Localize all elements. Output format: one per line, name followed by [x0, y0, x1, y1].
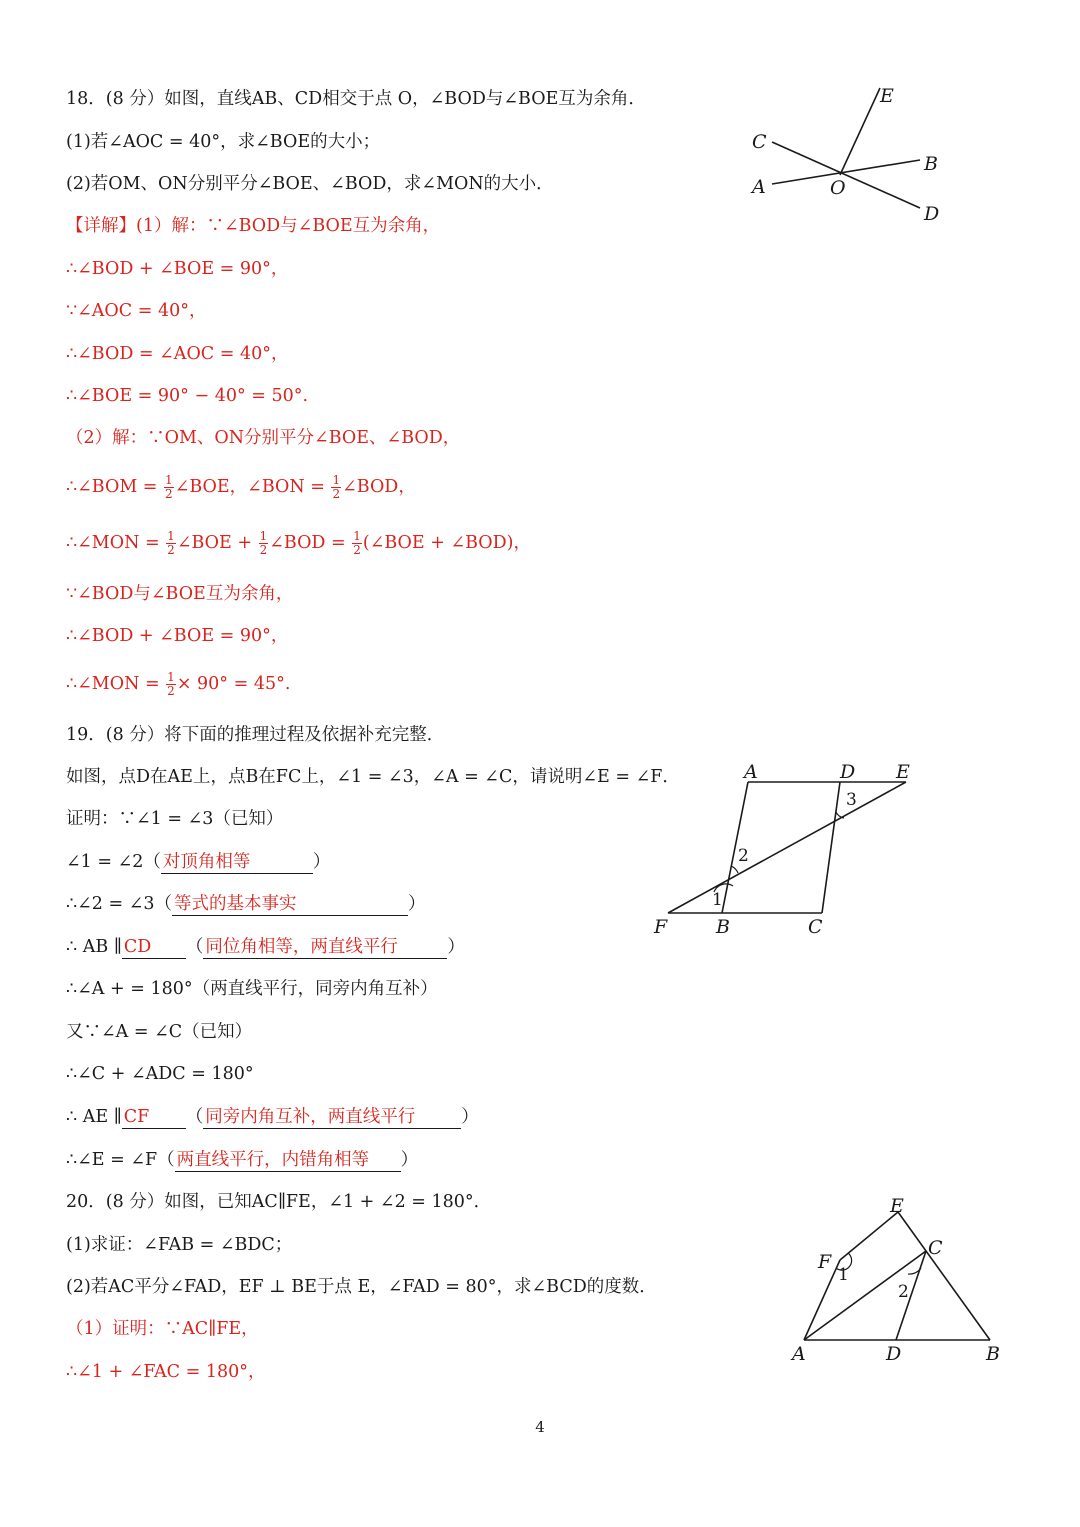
q18-solution-line: ∴∠BOE = 90° − 40° = 50°. — [66, 386, 309, 406]
q19-proof-start: 证明：∵∠1 = ∠3（已知） — [66, 809, 284, 829]
q18-part1: (1)若∠AOC = 40°，求∠BOE的大小； — [66, 132, 381, 152]
q19-header: 19．(8 分）将下面的推理过程及依据补充完整． — [66, 725, 445, 745]
angle-label-1: 1 — [838, 1265, 849, 1285]
q18-solution-line: ∵∠BOD与∠BOE互为余角， — [66, 584, 294, 604]
q18-solution-line: ∴∠MON = $\frac{1}{2}$ ∠BOE + $\frac{1}{2}$ ∠BOD = $\frac{1}{2}$ (∠BOE + ∠BOD)， — [66, 529, 532, 557]
angle-label-2: 2 — [898, 1282, 909, 1302]
q20-part1: (1)求证：∠FAB = ∠BDC； — [66, 1235, 293, 1255]
fraction-half: $\frac{1}{2}$ — [353, 529, 361, 557]
q19-step: ∴∠E = ∠F（ 两直线平行，内错角相等 ） — [66, 1150, 419, 1170]
point-label-d: D — [924, 203, 940, 225]
fraction-half: $\frac{1}{2}$ — [167, 529, 175, 557]
q19-step: ∠1 = ∠2（ 对顶角相等 ） — [66, 852, 331, 872]
point-label-a: A — [752, 176, 766, 198]
answer-blank: 两直线平行，内错角相等 — [175, 1149, 401, 1172]
point-label-c: C — [928, 1237, 943, 1259]
point-label-b: B — [986, 1343, 1000, 1365]
answer-blank: CD — [122, 936, 186, 959]
point-label-b: B — [924, 153, 938, 175]
point-label-a: A — [792, 1343, 806, 1365]
q20-solution-line: ∴∠1 + ∠FAC = 180°， — [66, 1362, 266, 1382]
answer-blank: 对顶角相等 — [161, 851, 313, 874]
q18-figure — [740, 80, 960, 240]
q18-solution-line: 【详解】(1）解：∵∠BOD与∠BOE互为余角， — [66, 216, 441, 236]
q20-header: 20．(8 分）如图，已知AC∥FE，∠1 + ∠2 = 180°． — [66, 1192, 492, 1212]
q18-solution-line: ∴∠BOD = ∠AOC = 40°， — [66, 344, 289, 364]
fraction-half: $\frac{1}{2}$ — [165, 473, 173, 501]
point-label-d: D — [840, 761, 856, 783]
q18-header: 18．(8 分）如图，直线AB、CD相交于点 O，∠BOD与∠BOE互为余角． — [66, 89, 646, 109]
point-label-c: C — [752, 131, 767, 153]
q20-figure — [780, 1188, 1020, 1378]
q18-solution-line: ∴∠BOM = $\frac{1}{2}$ ∠BOE，∠BON = $\frac{1}{2}$ ∠BOD， — [66, 473, 416, 501]
point-label-b: B — [716, 916, 730, 938]
point-label-o: O — [830, 177, 846, 199]
answer-blank: 同位角相等，两直线平行 — [203, 936, 447, 959]
q19-given: 如图，点D在AE上，点B在FC上，∠1 = ∠3，∠A = ∠C，请说明∠E = ∠F． — [66, 767, 680, 787]
q18-solution-line: ∴∠BOD + ∠BOE = 90°， — [66, 259, 289, 279]
point-label-d: D — [886, 1343, 902, 1365]
q18-solution-line: ∴∠MON = $\frac{1}{2}$ × 90° = 45°. — [66, 670, 291, 698]
point-label-c: C — [808, 916, 823, 938]
q18-solution-line: ∵∠AOC = 40°， — [66, 301, 207, 321]
q20-solution-line: （1）证明：∵AC∥FE， — [66, 1319, 259, 1339]
q19-step: ∴∠A + = 180°（两直线平行，同旁内角互补） — [66, 979, 438, 999]
q20-part2: (2)若AC平分∠FAD，EF ⊥ BE于点 E，∠FAD = 80°，求∠BCD的度数． — [66, 1277, 657, 1297]
page-number: 4 — [535, 1418, 545, 1436]
point-label-e: E — [896, 761, 910, 783]
q19-step: 又∵∠A = ∠C（已知） — [66, 1022, 253, 1042]
q18-solution-line: （2）解：∵OM、ON分别平分∠BOE、∠BOD， — [66, 428, 461, 448]
q19-step: ∴∠2 = ∠3（ 等式的基本事实 ） — [66, 894, 426, 914]
answer-blank: 等式的基本事实 — [172, 893, 408, 916]
q18-part2: (2)若OM、ON分别平分∠BOE、∠BOD，求∠MON的大小． — [66, 174, 554, 194]
point-label-e: E — [880, 85, 894, 107]
point-label-f: F — [654, 916, 668, 938]
fraction-half: $\frac{1}{2}$ — [259, 529, 268, 557]
point-label-e: E — [890, 1195, 904, 1217]
point-label-f: F — [818, 1251, 832, 1273]
q19-step: ∴ AB ∥ CD （ 同位角相等，两直线平行 ） — [66, 937, 465, 957]
angle-label-2: 2 — [738, 846, 749, 866]
angle-label-1: 1 — [712, 890, 723, 910]
angle-label-3: 3 — [846, 790, 857, 810]
q18-solution-line: ∴∠BOD + ∠BOE = 90°， — [66, 626, 289, 646]
fraction-half: $\frac{1}{2}$ — [167, 670, 175, 698]
fraction-half: $\frac{1}{2}$ — [332, 473, 341, 501]
point-label-a: A — [744, 761, 758, 783]
q19-figure — [650, 755, 930, 945]
q19-step: ∴ AE ∥ CF （ 同旁内角互补，两直线平行 ） — [66, 1107, 479, 1127]
answer-blank: CF — [122, 1106, 186, 1129]
q19-step: ∴∠C + ∠ADC = 180° — [66, 1064, 254, 1084]
answer-blank: 同旁内角互补，两直线平行 — [203, 1106, 461, 1129]
